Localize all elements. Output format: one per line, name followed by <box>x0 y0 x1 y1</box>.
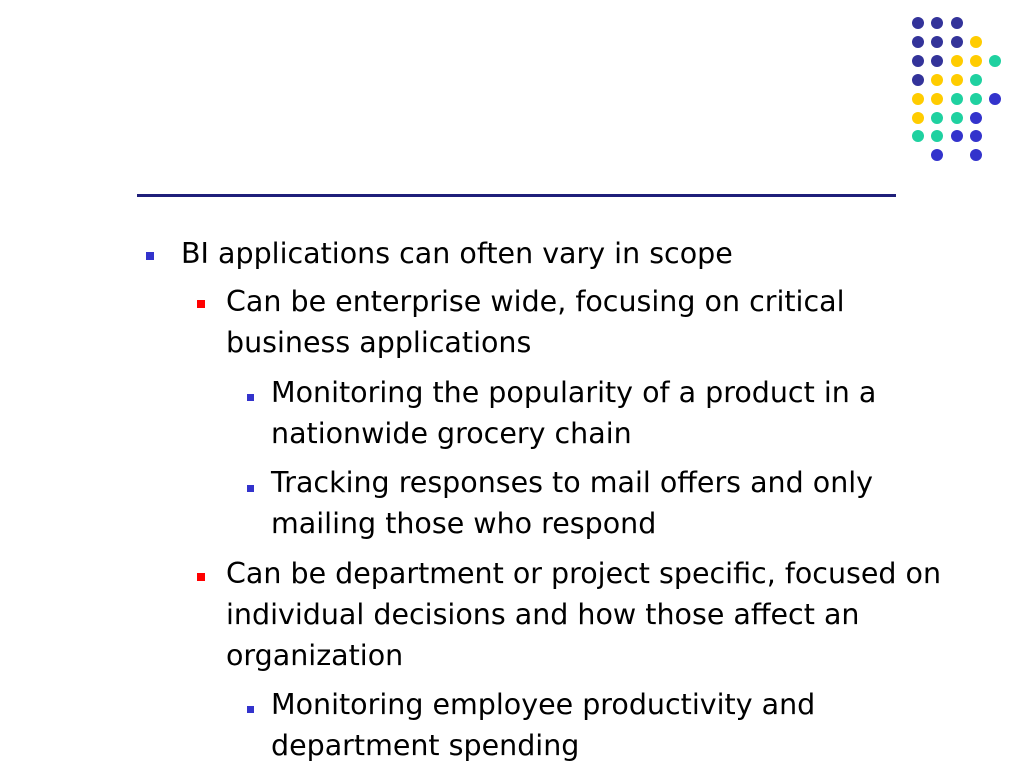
bullet-text-continued: mailing those who respond <box>271 507 657 540</box>
dot <box>970 130 982 142</box>
dot <box>970 93 982 105</box>
bullet-square-icon <box>197 573 205 581</box>
dot <box>931 17 943 29</box>
bullet-text: Monitoring the popularity of a product in a <box>271 376 877 409</box>
bullet-square-icon <box>247 394 254 401</box>
dot <box>931 112 943 124</box>
bullet-text-continued: nationwide grocery chain <box>271 417 632 450</box>
dot <box>989 55 1001 67</box>
dot <box>951 93 963 105</box>
dot <box>931 93 943 105</box>
bullet-square-icon <box>197 300 205 308</box>
bullet-text-continued: department spending <box>271 729 580 762</box>
bullet-text: Can be enterprise wide, focusing on critical <box>226 285 845 318</box>
title-underline-rule <box>137 194 896 197</box>
dot <box>931 55 943 67</box>
bullet-text: Tracking responses to mail offers and only <box>271 466 874 499</box>
dot <box>912 130 924 142</box>
dot <box>912 55 924 67</box>
bullet-text-continued: organization <box>226 639 404 672</box>
dot <box>912 17 924 29</box>
dot <box>931 36 943 48</box>
dot <box>989 93 1001 105</box>
dot <box>951 17 963 29</box>
dot <box>931 149 943 161</box>
dot <box>912 93 924 105</box>
decorative-dot-grid <box>905 10 1015 170</box>
dot <box>951 74 963 86</box>
dot <box>912 36 924 48</box>
dot <box>951 55 963 67</box>
dot <box>912 74 924 86</box>
bullet-text-continued: individual decisions and how those affect an <box>226 598 860 631</box>
bullet-text: Monitoring employee productivity and <box>271 688 816 721</box>
bullet-square-icon <box>146 252 154 260</box>
bullet-text: Can be department or project specific, focused on <box>226 557 942 590</box>
dot <box>912 112 924 124</box>
bullet-square-icon <box>247 706 254 713</box>
bullet-square-icon <box>247 485 254 492</box>
bullet-text-continued: business applications <box>226 326 532 359</box>
dot <box>951 130 963 142</box>
dot <box>970 149 982 161</box>
dot <box>931 130 943 142</box>
dot <box>970 74 982 86</box>
dot <box>970 55 982 67</box>
dot <box>951 36 963 48</box>
dot <box>970 112 982 124</box>
bullet-text: BI applications can often vary in scope <box>181 237 733 270</box>
dot <box>931 74 943 86</box>
dot <box>951 112 963 124</box>
dot <box>970 36 982 48</box>
